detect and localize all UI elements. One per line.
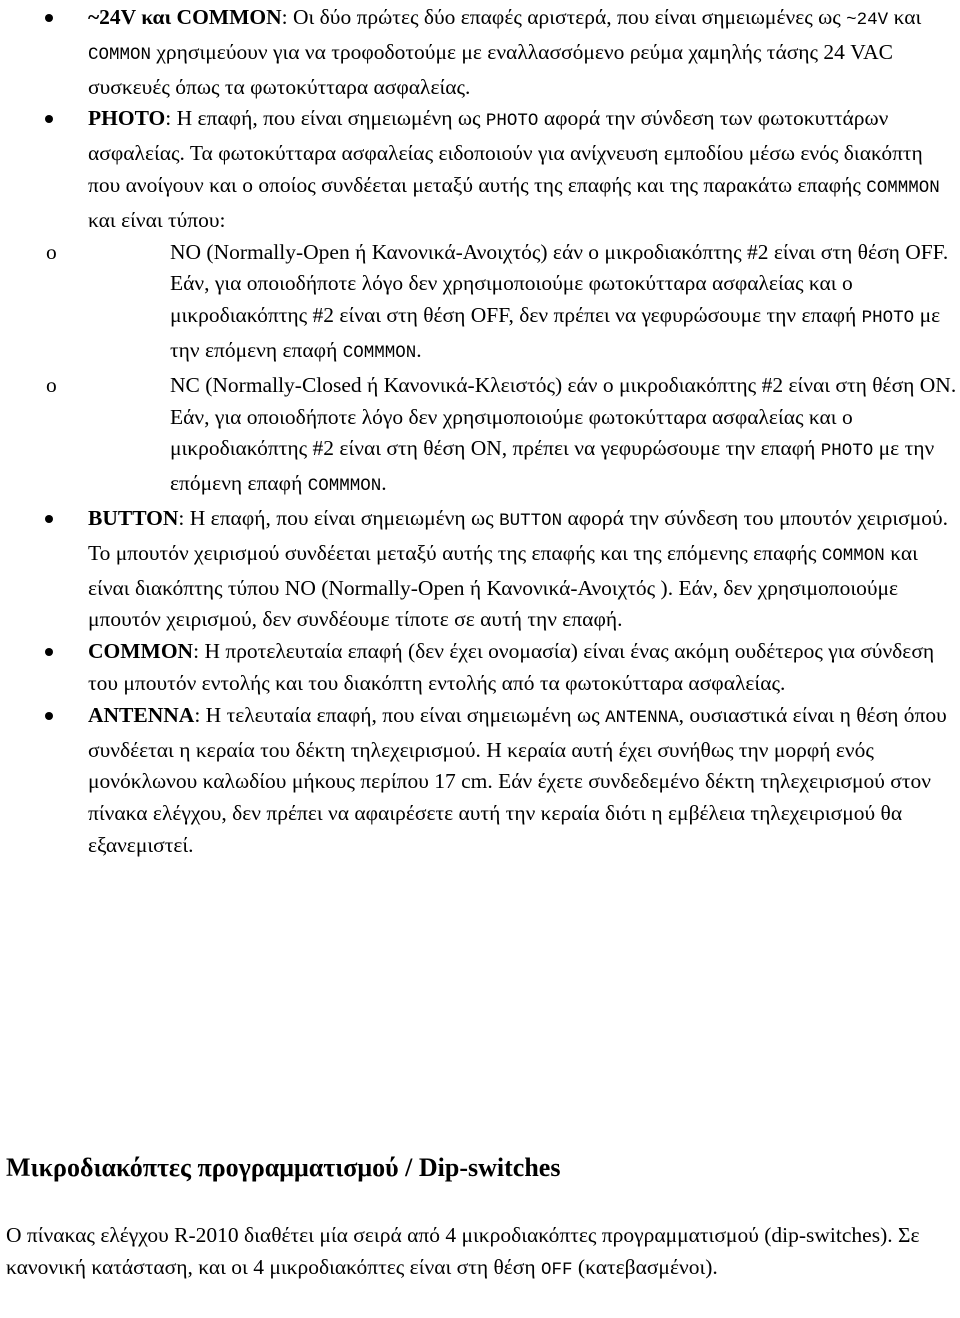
note-text: Εάν, για οποιοδήποτε λόγο δεν χρησιμοποιούμε φωτοκύτταρα ασφαλείας και ο μικροδιακόπτης #2 είναι στη θέση ON, πρέπει να γεφυρώσουμε την επαφή	[170, 404, 853, 461]
code-text: OFF	[541, 1259, 573, 1280]
sub-item-note	[170, 268, 960, 369]
sub-item-note	[170, 402, 960, 503]
body-text: Ο πίνακας ελέγχου R-2010 διαθέτει μία σειρά από 4 μικροδιακόπτες προγραμματισμού (dip-switches). Σε κανονική κατάσταση, και οι 4 μικροδιακόπτες είναι στη θέση	[6, 1223, 920, 1279]
bullet-icon	[45, 115, 53, 123]
sub-list-item	[6, 370, 960, 503]
term-label: ANTENNA	[88, 702, 195, 727]
body-text: : Η τελευταία επαφή, που είναι σημειωμένη ως	[194, 702, 606, 727]
code-text: BUTTON	[499, 510, 563, 531]
bullet-icon	[45, 515, 53, 523]
circle-bullet-icon: o	[46, 372, 57, 397]
body-text: και είναι τύπου:	[88, 207, 226, 232]
body-text: και είναι διακόπτης τύπου NO (Normally-Open ή Κανονικά-Ανοιχτός ). Εάν, δεν χρησιμοποιούμε μπουτόν χειρισμού, δεν συνδέουμε τίποτε σε αυτή την επαφή.	[88, 540, 918, 632]
list-item	[0, 700, 960, 862]
list-item	[0, 503, 960, 636]
note-text: με την επόμενη επαφή	[170, 436, 935, 496]
terminal-list	[0, 2, 960, 862]
note-text: .	[381, 471, 387, 496]
body-text: : Οι δύο πρώτες δύο επαφές αριστερά, που είναι σημειωμένες ως	[281, 5, 847, 29]
body-text: αφορά την σύνδεση των φωτοκυττάρων ασφαλείας. Τα φωτοκύτταρα ασφαλείας ειδοποιούν για ανίχνευση εμποδίου μέσω ενός διακόπτη που ανοίγουν και ο οποίος συνδέεται μεταξύ αυτής της επαφής και της παρακάτω επαφής	[88, 106, 923, 197]
code-text: COMMON	[821, 545, 885, 566]
section-paragraph	[6, 1220, 956, 1287]
note-text: .	[416, 337, 422, 362]
code-text: PHOTO	[820, 441, 874, 462]
list-item	[0, 636, 960, 700]
term-label: ~24V και COMMON	[88, 5, 282, 29]
sub-item-text: NC (Normally-Closed ή Κανονικά-Κλειστός) εάν ο μικροδιακόπτης #2 είναι στη θέση ON.	[170, 372, 957, 397]
body-text: (κατεβασμένοι).	[572, 1254, 718, 1279]
section-heading: Μικροδιακόπτες προγραμματισμού / Dip-switches	[6, 1153, 561, 1182]
bullet-icon	[45, 14, 53, 22]
code-text: COMMMON	[342, 342, 417, 363]
list-item	[0, 103, 960, 503]
term-label: PHOTO	[88, 106, 166, 131]
code-text: COMMON	[88, 44, 152, 65]
body-text: και	[888, 5, 922, 29]
sub-item-text: NO (Normally-Open ή Κανονικά-Ανοιχτός) εάν ο μικροδιακόπτης #2 είναι στη θέση OFF.	[170, 239, 949, 264]
code-text: ~24V	[846, 10, 889, 30]
term-label: BUTTON	[88, 505, 179, 530]
list-item	[0, 2, 960, 103]
code-text: COMMMON	[307, 476, 382, 497]
body-text: : Η επαφή, που είναι σημειωμένη ως	[165, 106, 486, 131]
term-label: COMMON	[88, 639, 194, 664]
bullet-icon	[45, 712, 53, 720]
note-text: Εάν, για οποιοδήποτε λόγο δεν χρησιμοποιούμε φωτοκύτταρα ασφαλείας και ο μικροδιακόπτης #2 είναι στη θέση OFF, δεν πρέπει να γεφυρώσουμε την επαφή	[170, 271, 862, 328]
code-text: ANTENNA	[605, 707, 679, 728]
body-text: : Η επαφή, που είναι σημειωμένη ως	[178, 505, 500, 530]
body-text: αφορά την σύνδεση του μπουτόν χειρισμού. Το μπουτόν χειρισμού συνδέεται μεταξύ αυτής της επαφής και της επόμενης επαφής	[88, 505, 948, 565]
code-text: COMMMON	[866, 177, 940, 198]
bullet-icon	[45, 648, 53, 656]
circle-bullet-icon: o	[46, 239, 57, 264]
sub-list-item	[6, 237, 960, 370]
code-text: PHOTO	[485, 111, 539, 132]
body-text: χρησιμεύουν για να τροφοδοτούμε με εναλλασσόμενο ρεύμα χαμηλής τάσης 24 VAC συσκευές όπως τα φωτοκύτταρα ασφαλείας.	[88, 39, 893, 99]
body-text: , ουσιαστικά είναι η θέση όπου συνδέεται η κεραία του δέκτη τηλεχειρισμού. Η κεραία αυτή έχει συνήθως την μορφή ενός μονόκλωνου καλωδίου μήκους περίπου 17 cm. Εάν έχετε συνδεδεμένο δέκτη τηλεχειρισμού στον πίνακα ελέγχου, δεν πρέπει να αφαιρέσετε αυτή την κεραία διότι η εμβέλεια τηλεχειρισμού θα εξανεμιστεί.	[88, 702, 947, 857]
code-text: PHOTO	[861, 308, 915, 329]
note-text: με την επόμενη επαφή	[170, 303, 941, 362]
sub-list	[46, 237, 960, 503]
body-text: : Η προτελευταία επαφή (δεν έχει ονομασία) είναι ένας ακόμη ουδέτερος για σύνδεση του μπουτόν εντολής και του διακόπτη εντολής από τα φωτοκύτταρα ασφαλείας.	[88, 639, 935, 695]
